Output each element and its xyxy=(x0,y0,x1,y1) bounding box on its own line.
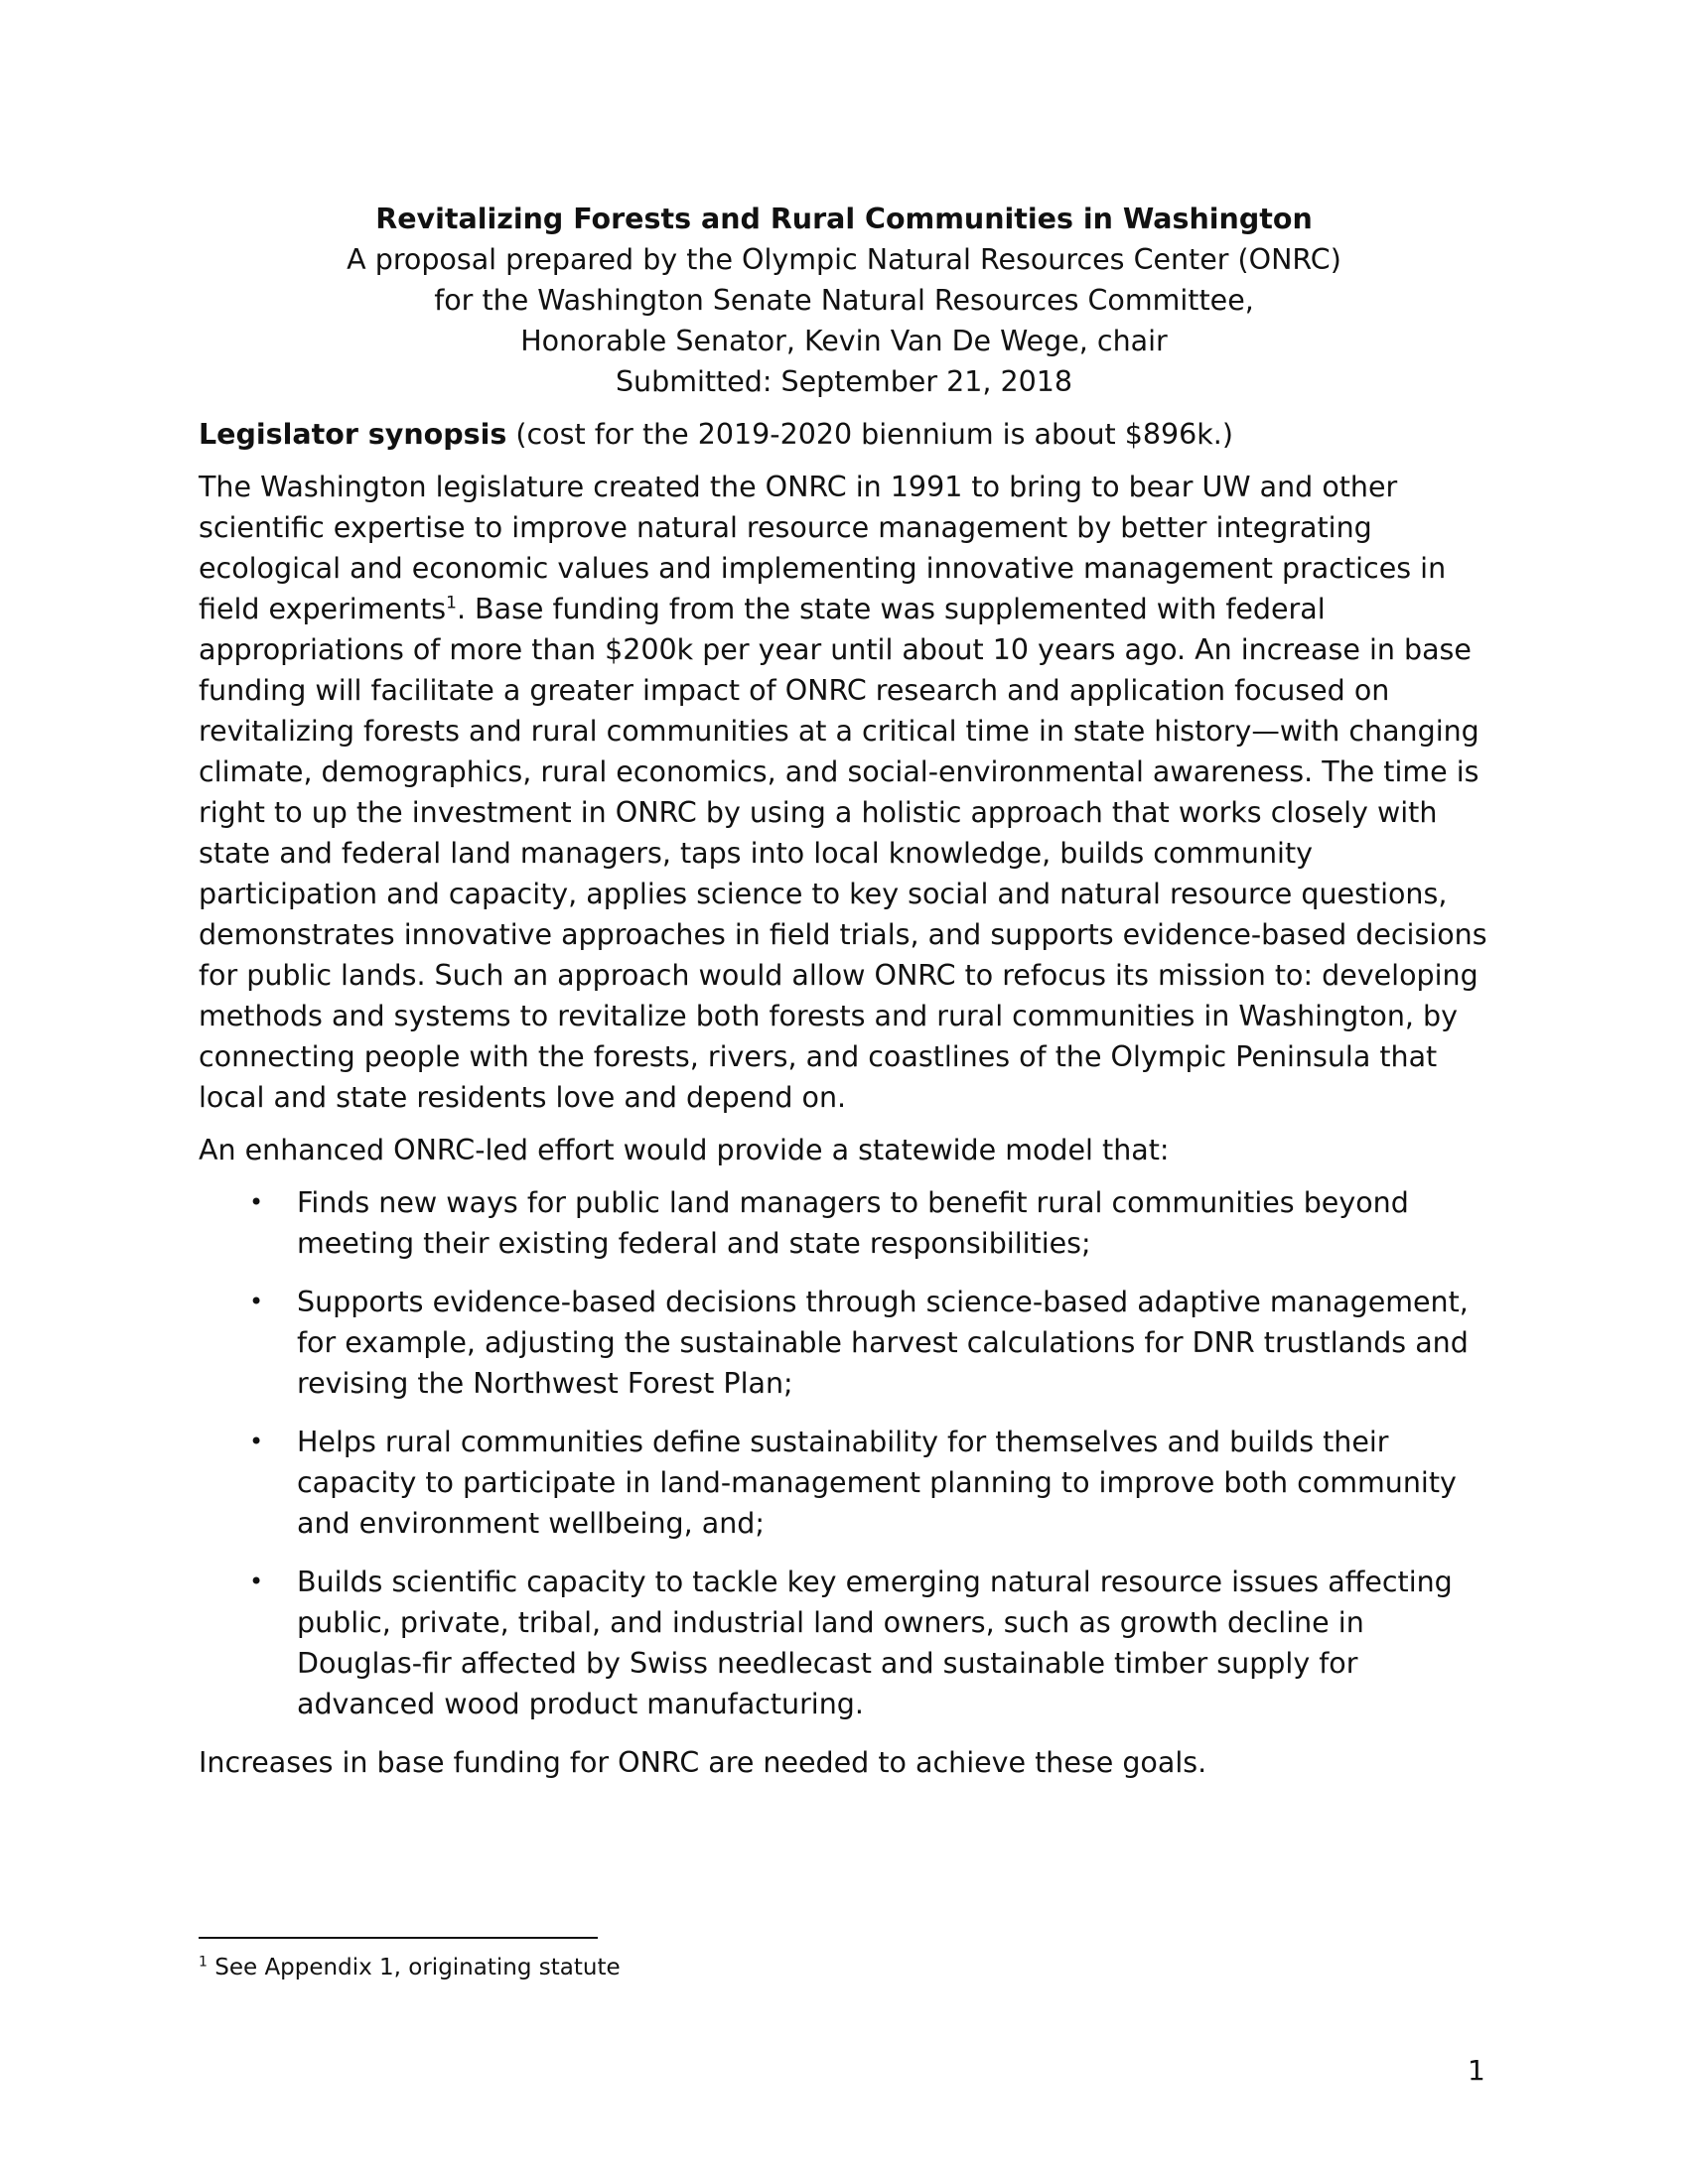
synopsis-paragraph xyxy=(199,414,1489,455)
bullet-marker: • xyxy=(249,1428,264,1455)
list-item-text: Finds new ways for public land managers to benefit rural communities beyond meeting their existing federal and state responsibilities; xyxy=(297,1186,1409,1260)
footnote-reference: 1 xyxy=(446,593,457,614)
synopsis-heading: Legislator synopsis xyxy=(199,418,507,451)
page-number: 1 xyxy=(1468,2054,1485,2087)
footnote-number: 1 xyxy=(199,1954,208,1971)
header-line-2: for the Washington Senate Natural Resources Committee, xyxy=(434,284,1254,317)
footnote-separator xyxy=(199,1937,598,1939)
list-item xyxy=(199,1282,1489,1404)
list-item-text: Helps rural communities define sustainability for themselves and builds their capacity to participate in land-management planning to improve both community and environment wellbeing, and; xyxy=(297,1426,1457,1540)
bullet-marker: • xyxy=(249,1288,264,1315)
bullet-marker: • xyxy=(249,1188,264,1216)
header-block xyxy=(199,199,1489,402)
footnote-text: See Appendix 1, originating statute xyxy=(207,1955,621,1980)
footnote xyxy=(199,1952,621,1983)
header-line-3: Honorable Senator, Kevin Van De Wege, chair xyxy=(520,325,1168,357)
page-content xyxy=(199,199,1489,1795)
model-intro-paragraph: An enhanced ONRC-led effort would provide a statewide model that: xyxy=(199,1134,1170,1166)
list-item xyxy=(199,1422,1489,1544)
intro-text-part-1: The Washington legislature created the ONRC in 1991 to bring to bear UW and other scientific expertise to improve natural resource management by better integrating ecological and economic values and implementing innovative management practices in field experiments xyxy=(199,471,1447,625)
intro-paragraph xyxy=(199,467,1489,1118)
model-bullet-list xyxy=(199,1182,1489,1724)
list-item xyxy=(199,1562,1489,1724)
list-item xyxy=(199,1182,1489,1264)
list-item-text: Builds scientific capacity to tackle key emerging natural resource issues affecting public, private, tribal, and industrial land owners, such as growth decline in Douglas-fir affected by Swiss needlecast and sustainable timber supply for advanced wood product manufacturing. xyxy=(297,1566,1453,1720)
submission-date: Submitted: September 21, 2018 xyxy=(615,365,1073,398)
bullet-marker: • xyxy=(249,1568,264,1595)
closing-paragraph: Increases in base funding for ONRC are needed to achieve these goals. xyxy=(199,1746,1207,1779)
intro-text-part-2: . Base funding from the state was supplemented with federal appropriations of more than $200k per year until about 10 years ago. An increase in base funding will facilitate a greater impact of ONRC research and application focused on revitalizing forests and rural communities at a critical time in state history—with changing climate, demographics, rural economics, and social-environmental awareness. The time is right to up the investment in ONRC by using a holistic approach that works closely with state and federal land managers, taps into local knowledge, builds community participation and capacity, applies science to key social and natural resource questions, demonstrates innovative approaches in field trials, and supports evidence-based decisions for public lands. Such an approach would allow ONRC to refocus its mission to: developing methods and systems to revitalize both forests and rural communities in Washington, by connecting people with the forests, rivers, and coastlines of the Olympic Peninsula that local and state residents love and depend on. xyxy=(199,593,1487,1114)
document-title: Revitalizing Forests and Rural Communities in Washington xyxy=(375,203,1313,235)
header-line-1: A proposal prepared by the Olympic Natural Resources Center (ONRC) xyxy=(347,243,1341,276)
synopsis-cost-note: (cost for the 2019-2020 biennium is about $896k.) xyxy=(506,418,1233,451)
list-item-text: Supports evidence-based decisions through science-based adaptive management, for example, adjusting the sustainable harvest calculations for DNR trustlands and revising the Northwest Forest Plan; xyxy=(297,1286,1469,1400)
